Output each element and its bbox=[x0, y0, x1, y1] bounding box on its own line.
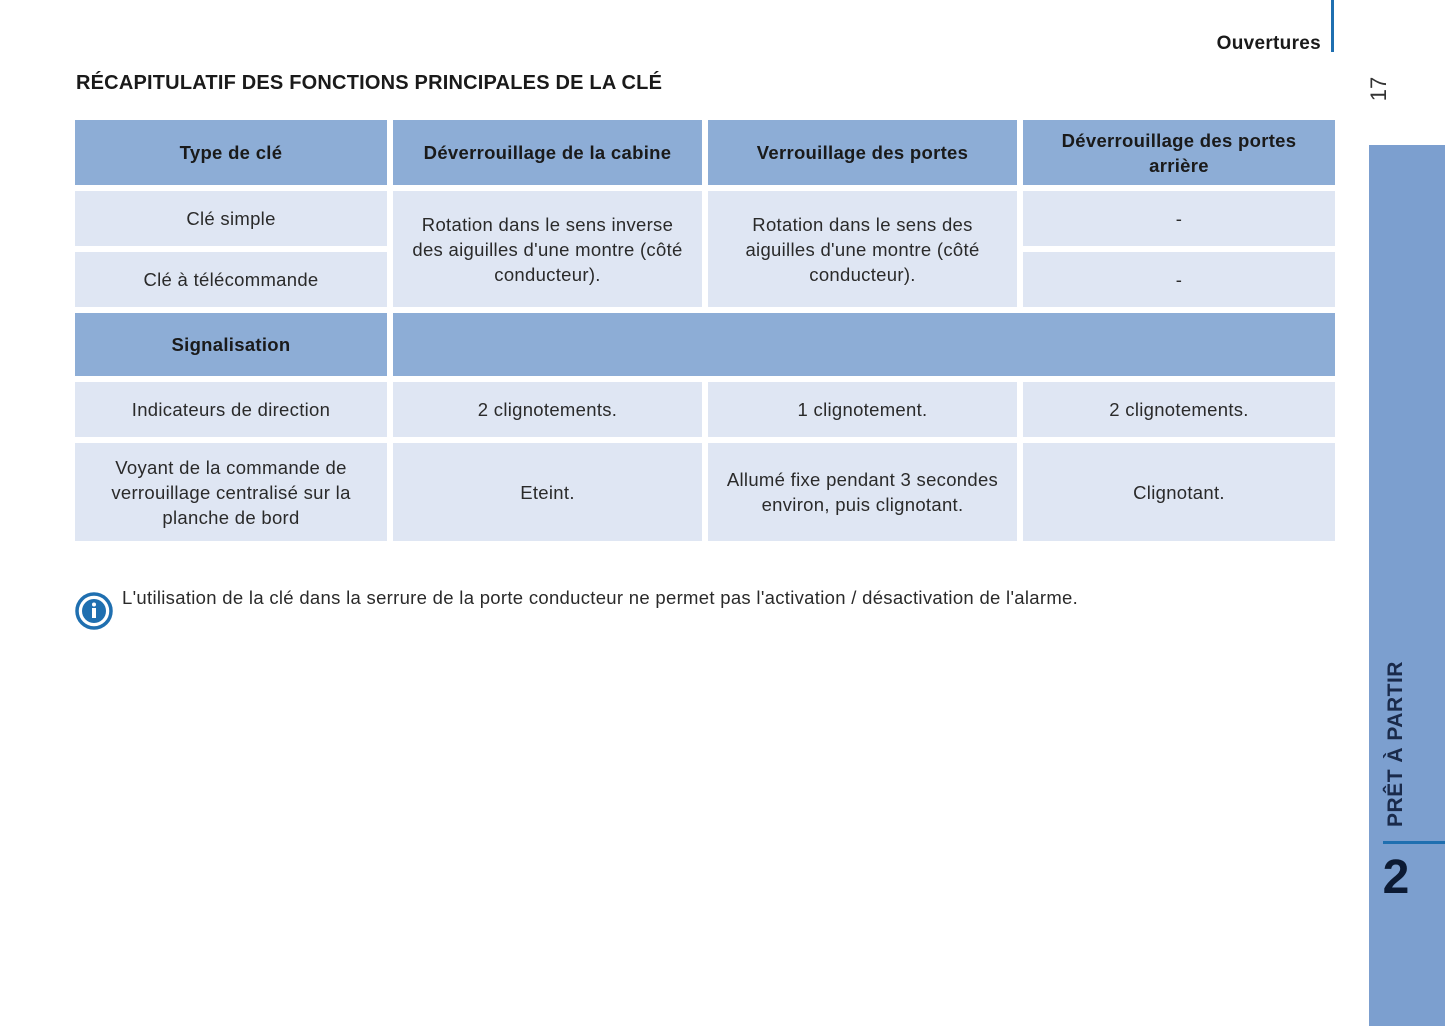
signal-light-rear: Clignotant. bbox=[1023, 443, 1335, 541]
rear-unlock-simple: - bbox=[1023, 191, 1335, 246]
section-title: Ouvertures bbox=[1216, 33, 1321, 54]
chapter-label: PRÊT À PARTIR bbox=[1384, 661, 1407, 827]
signal-label-dashboard-light: Voyant de la commande de verrouillage centralisé sur la planche de bord bbox=[75, 443, 387, 541]
col-header-cabin-unlock: Déverrouillage de la cabine bbox=[393, 120, 702, 185]
signal-indicators-cabin: 2 clignotements. bbox=[393, 382, 702, 437]
signal-label-indicators: Indicateurs de direction bbox=[75, 382, 387, 437]
col-header-rear-unlock: Déverrouillage des portes arrière bbox=[1023, 120, 1335, 185]
signal-light-cabin: Eteint. bbox=[393, 443, 702, 541]
signal-header: Signalisation bbox=[75, 313, 387, 376]
door-lock-cell: Rotation dans le sens des aiguilles d'une montre (côté conducteur). bbox=[708, 191, 1017, 307]
signal-header-span bbox=[393, 313, 1335, 376]
key-type-simple: Clé simple bbox=[75, 191, 387, 246]
signal-indicators-rear: 2 clignotements. bbox=[1023, 382, 1335, 437]
chapter-number: 2 bbox=[1382, 851, 1410, 904]
page-title: RÉCAPITULATIF DES FONCTIONS PRINCIPALES DE LA CLÉ bbox=[76, 72, 663, 94]
chapter-rule bbox=[1383, 841, 1445, 844]
info-note-text: L'utilisation de la clé dans la serrure de la porte conducteur ne permet pas l'activation / désactivation de l'alarme. bbox=[122, 587, 1079, 608]
key-type-remote: Clé à télécommande bbox=[75, 252, 387, 307]
signal-indicators-lock: 1 clignotement. bbox=[708, 382, 1017, 437]
signal-light-lock: Allumé fixe pendant 3 secondes environ, puis clignotant. bbox=[708, 443, 1017, 541]
header-rule bbox=[1331, 0, 1334, 52]
cabin-unlock-cell: Rotation dans le sens inverse des aiguilles d'une montre (côté conducteur). bbox=[393, 191, 702, 307]
col-header-door-lock: Verrouillage des portes bbox=[708, 120, 1017, 185]
rear-unlock-remote: - bbox=[1023, 252, 1335, 307]
col-header-key-type: Type de clé bbox=[75, 120, 387, 185]
info-icon bbox=[75, 592, 113, 630]
page-number: 17 bbox=[1366, 76, 1391, 102]
